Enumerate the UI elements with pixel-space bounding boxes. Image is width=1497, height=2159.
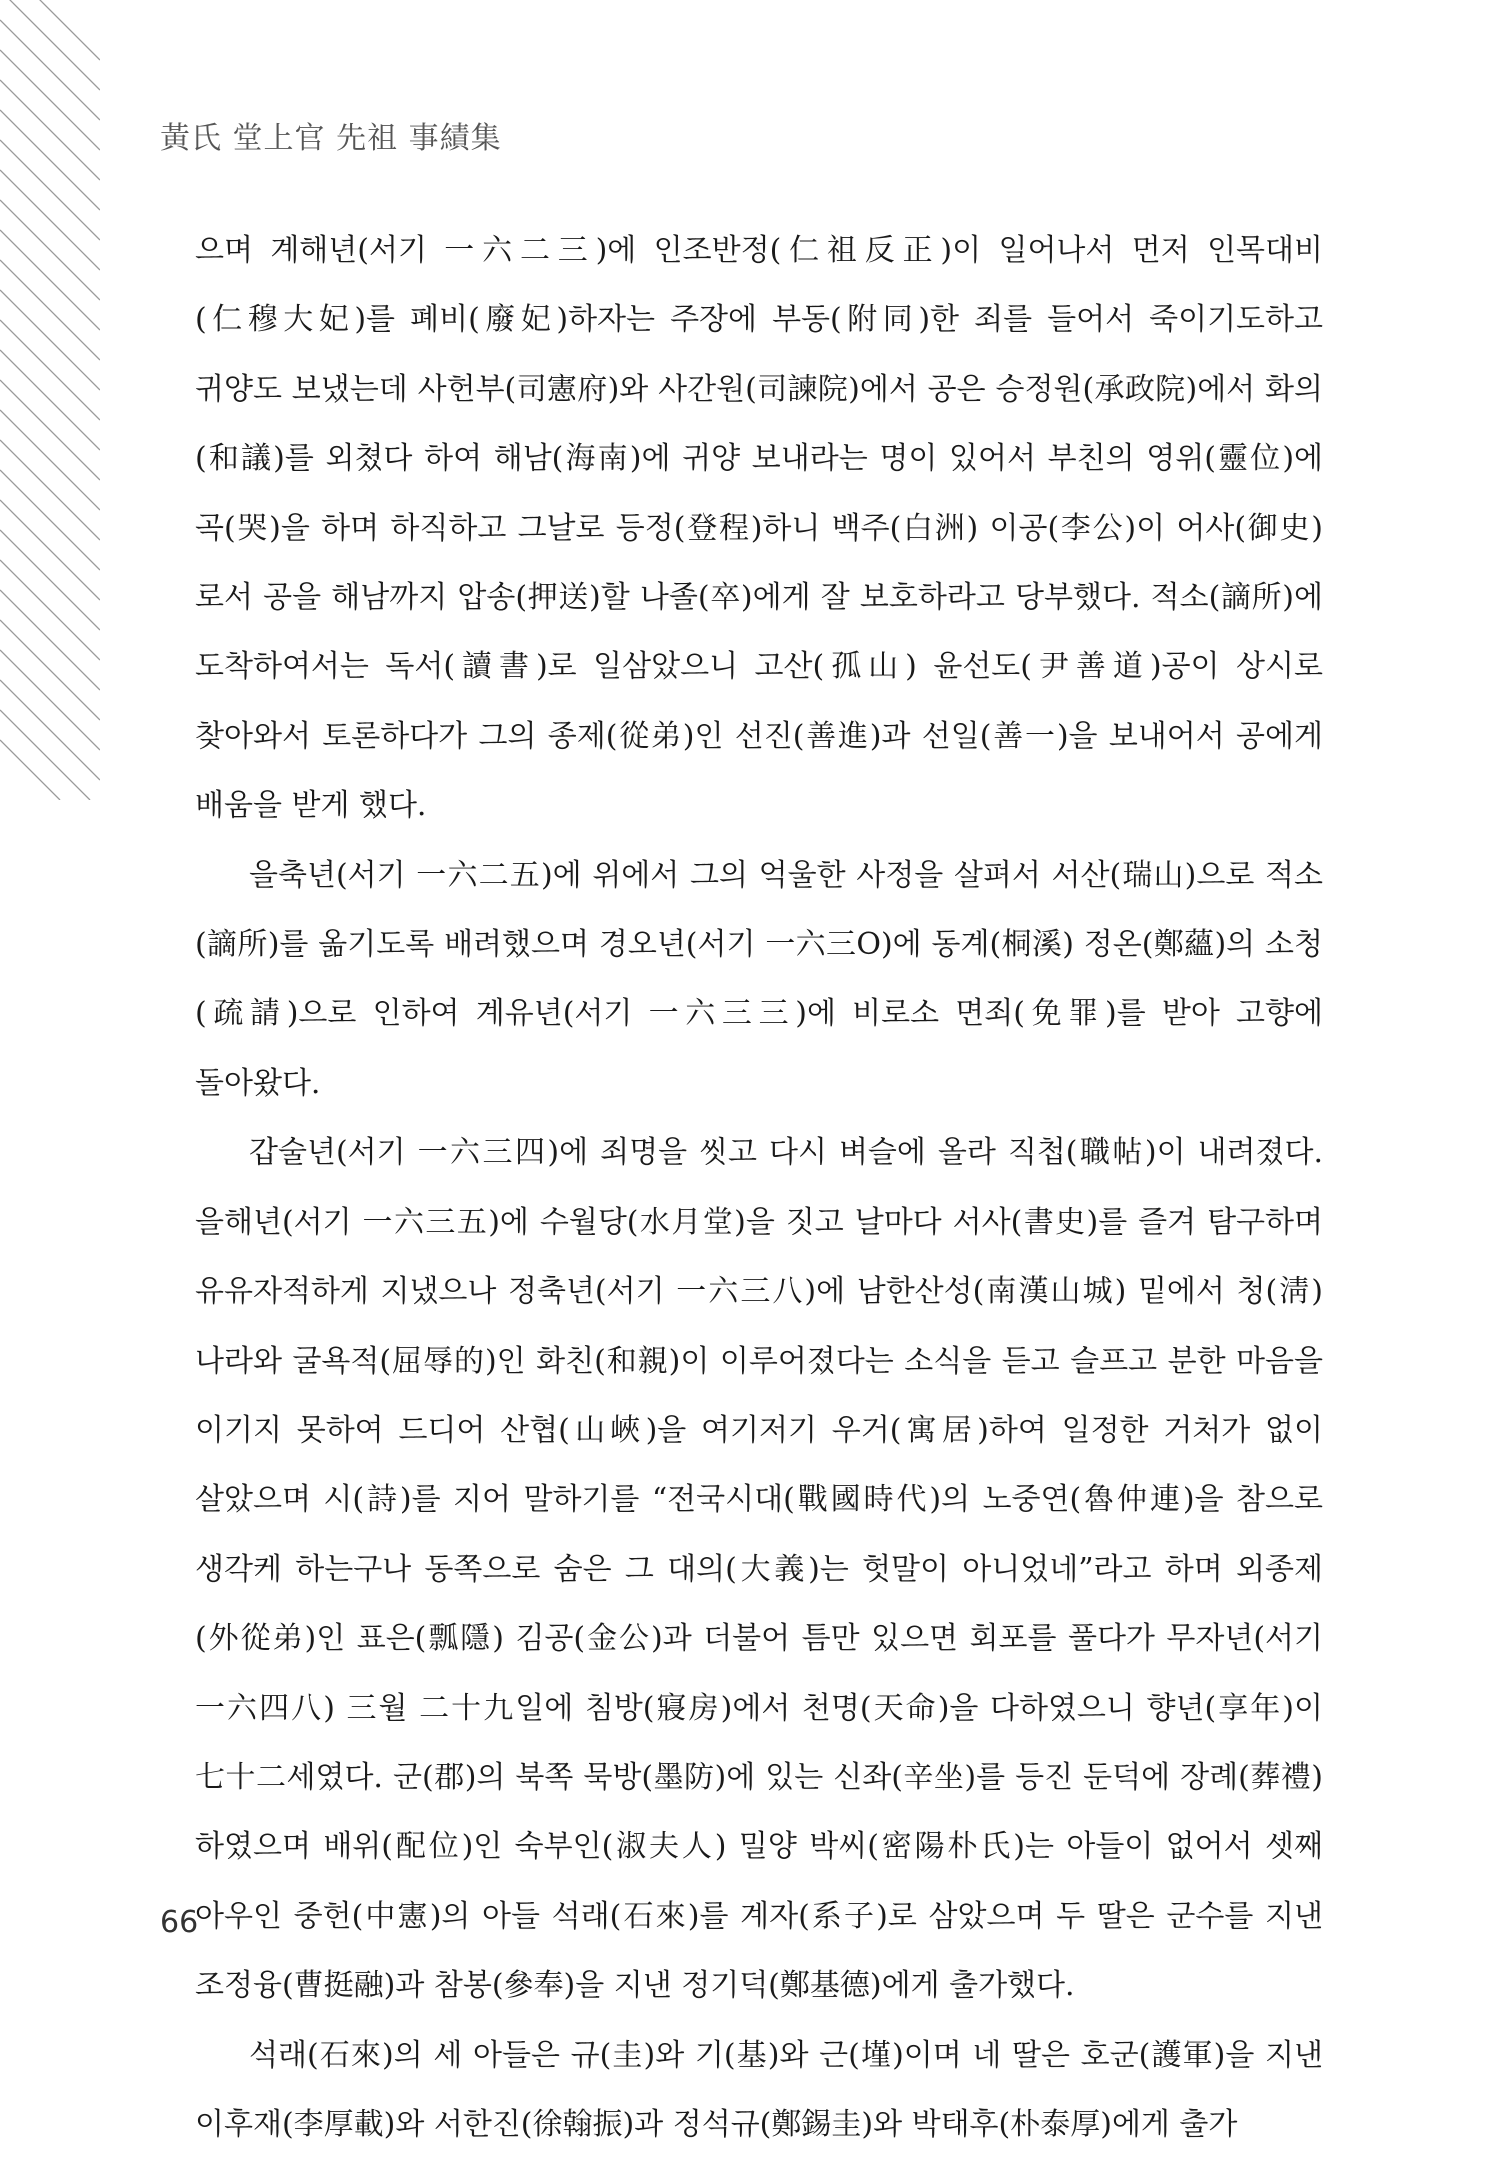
paragraph-later-life: 갑술년(서기 一六三四)에 죄명을 씻고 다시 벼슬에 올라 직첩(職帖)이 내려졌다. 을해년(서기 一六三五)에 수월당(水月堂)을 짓고 날마다 서사(書史)를 즐겨 탐구하며 유유자적하게 지냈으나 정축년(서기 一六三八)에 남한산성(南漢山城) 밑에서 청(淸)나라와 굴욕적(屈辱的)인 화친(和親)이 이루어졌다는 소식을 듣고 슬프고 분한 마음을 이기지 못하여 드디어 산협(山峽)을 여기저기 우거(寓居)하여 일정한 거처가 없이 살았으며 시(詩)를 지어 말하기를 “전국시대(戰國時代)의 노중연(魯仲連)을 참으로 생각케 하는구나 동쪽으로 숨은 그 대의(大義)는 헛말이 아니었네”라고 하며 외종제(外從弟)인 표은(瓢隱) 김공(金公)과 더불어 틈만 있으면 회포를 풀다가 무자년(서기 一六四八) 三월 二十九일에 침방(寢房)에서 천명(天命)을 다하였으니 향년(享年)이 七十二세였다. 군(郡)의 북쪽 묵방(墨防)에 있는 신좌(辛坐)를 등진 둔덕에 장례(葬禮)하였으며 배위(配位)인 숙부인(淑夫人) 밀양 박씨(密陽朴氏)는 아들이 없어서 셋째 아우인 중헌(中憲)의 아들 석래(石來)를 계자(系子)로 삼았으며 두 딸은 군수를 지낸 조정융(曹挺融)과 참봉(參奉)을 지낸 정기덕(鄭基德)에게 출가했다. xyxy=(195,1135,1323,2004)
paragraph-exile-release: 을축년(서기 一六二五)에 위에서 그의 억울한 사정을 살펴서 서산(瑞山)으로 적소(謫所)를 옮기도록 배려했으며 경오년(서기 一六三O)에 동계(桐溪) 정온(鄭蘊)의 소청(疏請)으로 인하여 계유년(서기 一六三三)에 비로소 면죄(免罪)를 받아 고향에 돌아왔다. xyxy=(195,857,1323,1101)
paragraph-continued: 으며 계해년(서기 一六二三)에 인조반정(仁祖反正)이 일어나서 먼저 인목대비(仁穆大妃)를 폐비(廢妃)하자는 주장에 부동(附同)한 죄를 들어서 죽이기도하고 귀양도 보냈는데 사헌부(司憲府)와 사간원(司諫院)에서 공은 승정원(承政院)에서 화의(和議)를 외쳤다 하여 해남(海南)에 귀양 보내라는 명이 있어서 부친의 영위(靈位)에 곡(哭)을 하며 하직하고 그날로 등정(登程)하니 백주(白洲) 이공(李公)이 어사(御史)로서 공을 해남까지 압송(押送)할 나졸(卒)에게 잘 보호하라고 당부했다. 적소(謫所)에 도착하여서는 독서(讀書)로 일삼았으니 고산(孤山) 윤선도(尹善道)공이 상시로 찾아와서 토론하다가 그의 종제(從弟)인 선진(善進)과 선일(善一)을 보내어서 공에게 배움을 받게 했다. xyxy=(195,233,1323,824)
running-header-title: 黃氏 堂上官 先祖 事績集 xyxy=(160,121,502,156)
page-number: 66 xyxy=(160,1905,199,1940)
body-text xyxy=(195,216,1323,2159)
decorative-diagonal-stripes xyxy=(0,0,100,800)
paragraph-descendants: 석래(石來)의 세 아들은 규(圭)와 기(基)와 근(墐)이며 네 딸은 호군(護軍)을 지낸 이후재(李厚載)와 서한진(徐翰振)과 정석규(鄭錫圭)와 박태후(朴泰厚)에게 출가 xyxy=(195,2037,1323,2142)
